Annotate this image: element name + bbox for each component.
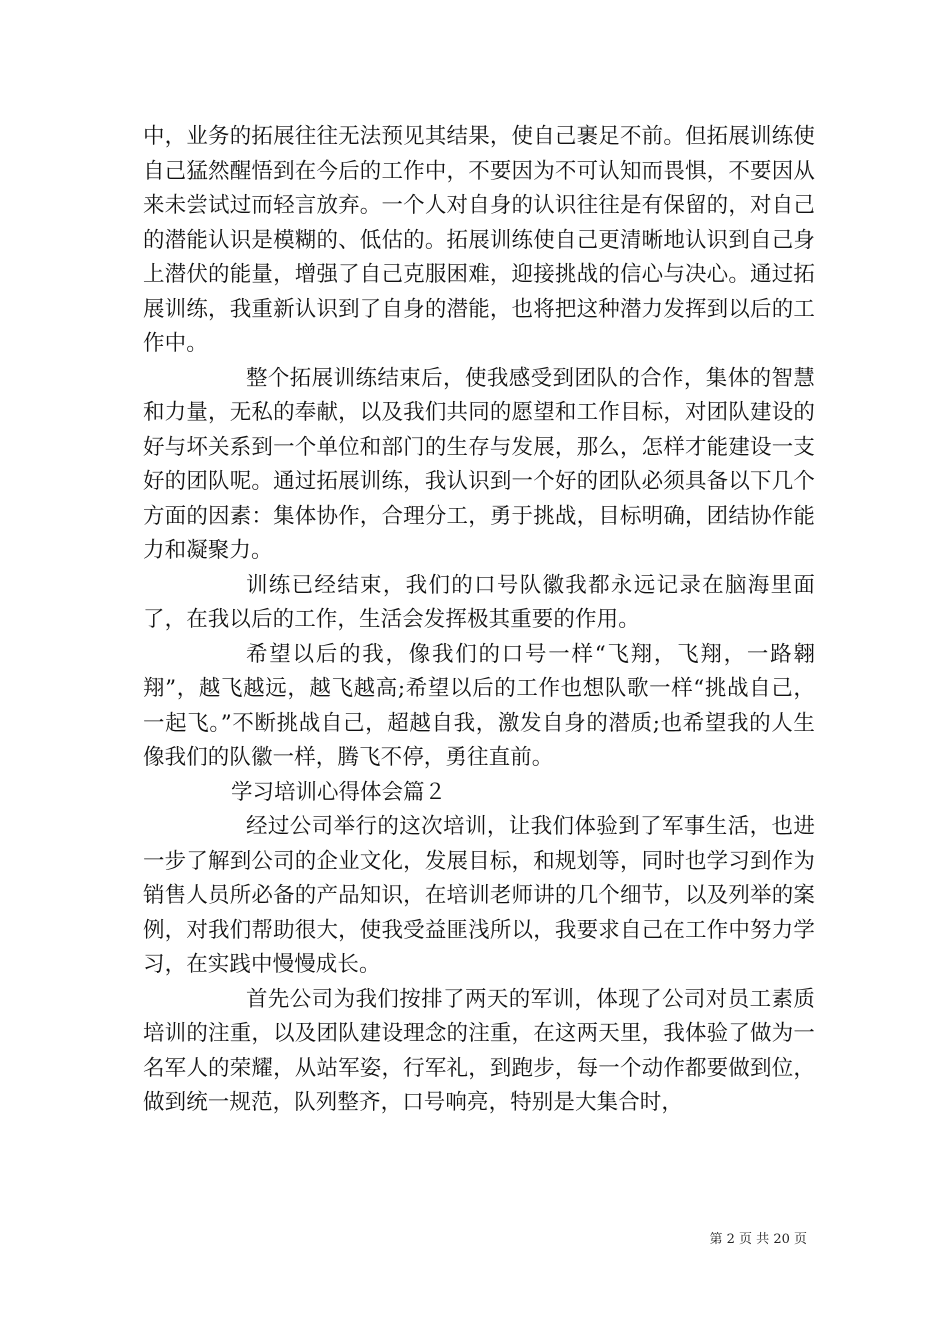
paragraph-hopes: 希望以后的我，像我们的口号一样“飞翔，飞翔，一路翱翔”，越飞越远，越飞越高;希望以后的工作也想队歌一样“挑战自己，一起飞。”不断挑战自己，超越自我，激发自身的潜质;也希望我的人生像我们的队徽一样，腾飞不停，勇往直前。 (143, 641, 815, 770)
paragraph-continuation: 中，业务的拓展往往无法预见其结果，使自己裹足不前。但拓展训练使自己猛然醒悟到在今后的工作中，不要因为不可认知而畏惧，不要因从来未尝试过而轻言放弃。一个人对自身的认识往往是有保留的，对自己的潜能认识是模糊的、低估的。拓展训练使自己更清晰地认识到自己身上潜伏的能量，增强了自己克服困难，迎接挑战的信心与决心。通过拓展训练，我重新认识到了自身的潜能，也将把这种潜力发挥到以后的工作中。 (143, 124, 815, 356)
paragraph-team-reflection: 整个拓展训练结束后，使我感受到团队的合作，集体的智慧和力量，无私的奉献，以及我们共同的愿望和工作目标，对团队建设的好与坏关系到一个单位和部门的生存与发展，那么，怎样才能建设一支好的团队呢。通过拓展训练，我认识到一个好的团队必须具备以下几个方面的因素：集体协作，合理分工，勇于挑战，目标明确，团结协作能力和凝聚力。 (143, 365, 815, 563)
paragraph-military-training: 首先公司为我们按排了两天的军训，体现了公司对员工素质培训的注重，以及团队建设理念的注重，在这两天里，我体验了做为一名军人的荣耀，从站军姿，行军礼，到跑步，每一个动作都要做到位，做到统一规范，队列整齐，口号响亮，特别是大集合时， (143, 986, 815, 1115)
paragraph-training-experience: 经过公司举行的这次培训，让我们体验到了军事生活，也进一步了解到公司的企业文化，发展目标，和规划等，同时也学习到作为销售人员所必备的产品知识，在培训老师讲的几个细节，以及列举的案例，对我们帮助很大，使我受益匪浅所以，我要求自己在工作中努力学习，在实践中慢慢成长。 (143, 814, 815, 977)
page-number-footer: 第 2 页 共 20 页 (709, 1232, 807, 1247)
document-body (143, 120, 815, 1121)
paragraph-slogan-memory: 训练已经结束，我们的口号队徽我都永远记录在脑海里面了，在我以后的工作，生活会发挥极其重要的作用。 (143, 572, 815, 632)
section-heading: 学习培训心得体会篇２ (231, 779, 447, 805)
